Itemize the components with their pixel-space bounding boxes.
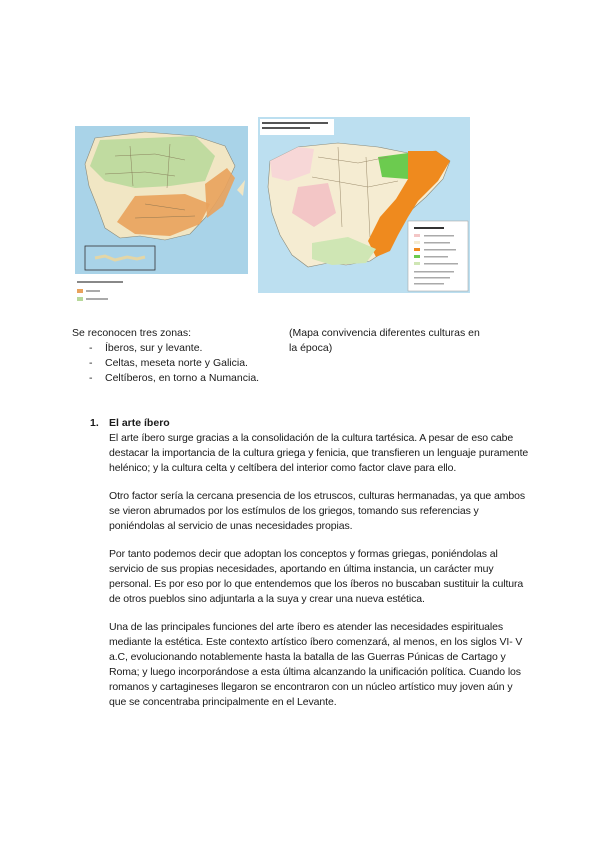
map-prerroman-peoples-figure bbox=[75, 126, 248, 306]
zones-list-block bbox=[72, 326, 259, 386]
paragraph: Por tanto podemos decir que adoptan los conceptos y formas griegas, poniéndolas al servicio de sus propias necesidades, aportando en última instancia, un carácter muy personal. Es por eso por lo que entendemos que los íberos no buscaban sustituir la cultura de otros pueblos sino adjuntarla a la suya y crear una nueva estética. bbox=[109, 548, 524, 605]
section-title: El arte íbero bbox=[109, 417, 170, 429]
list-item: - Celtíberos, en torno a Numancia. bbox=[72, 371, 259, 386]
map-prerroman-peoples bbox=[75, 126, 248, 306]
paragraph: Una de las principales funciones del arte íbero es atender las necesidades espirituales mediante la estética. Este contexto artístico íbero comenzará, al menos, en los siglos VI- V a.C, evolucionando notablemente hasta la batalla de las Guerras Púnicas de Cartago y Roma; y luego incorporándose a esta última alcanzando la unificación política. Cuando los romanos y cartagineses llegaron se encontraron con un núcleo artístico muy joven aún y que se concentraba principalmente en el Levante. bbox=[109, 621, 523, 708]
map-cultures-coexistence bbox=[258, 117, 470, 293]
map-cultures-coexistence-figure bbox=[258, 117, 470, 293]
section-number: 1. bbox=[90, 417, 99, 429]
zones-list bbox=[72, 341, 259, 386]
section-heading bbox=[90, 416, 530, 431]
zones-intro: Se reconocen tres zonas: bbox=[72, 327, 192, 339]
list-item: - Íberos, sur y levante. bbox=[72, 341, 259, 356]
paragraph: Otro factor sería la cercana presencia de los etruscos, culturas hermanadas, ya que ambos se vieron abrumados por los estímulos de los griegos, tomando sus referencias y poniéndolas al servicio de unas necesidades propias. bbox=[109, 490, 525, 532]
list-item: - Celtas, meseta norte y Galicia. bbox=[72, 356, 259, 371]
section-arte-ibero bbox=[90, 416, 530, 723]
paragraph: El arte íbero surge gracias a la consolidación de la cultura tartésica. A pesar de eso cabe destacar la importancia de la cultura griega y fenicia, que transfieren un lenguaje puramente helénico; y la cultura celta y celtíbera del interior como factor clave para ello. bbox=[109, 432, 529, 474]
map-caption: (Mapa convivencia diferentes culturas en la época) bbox=[289, 327, 480, 354]
